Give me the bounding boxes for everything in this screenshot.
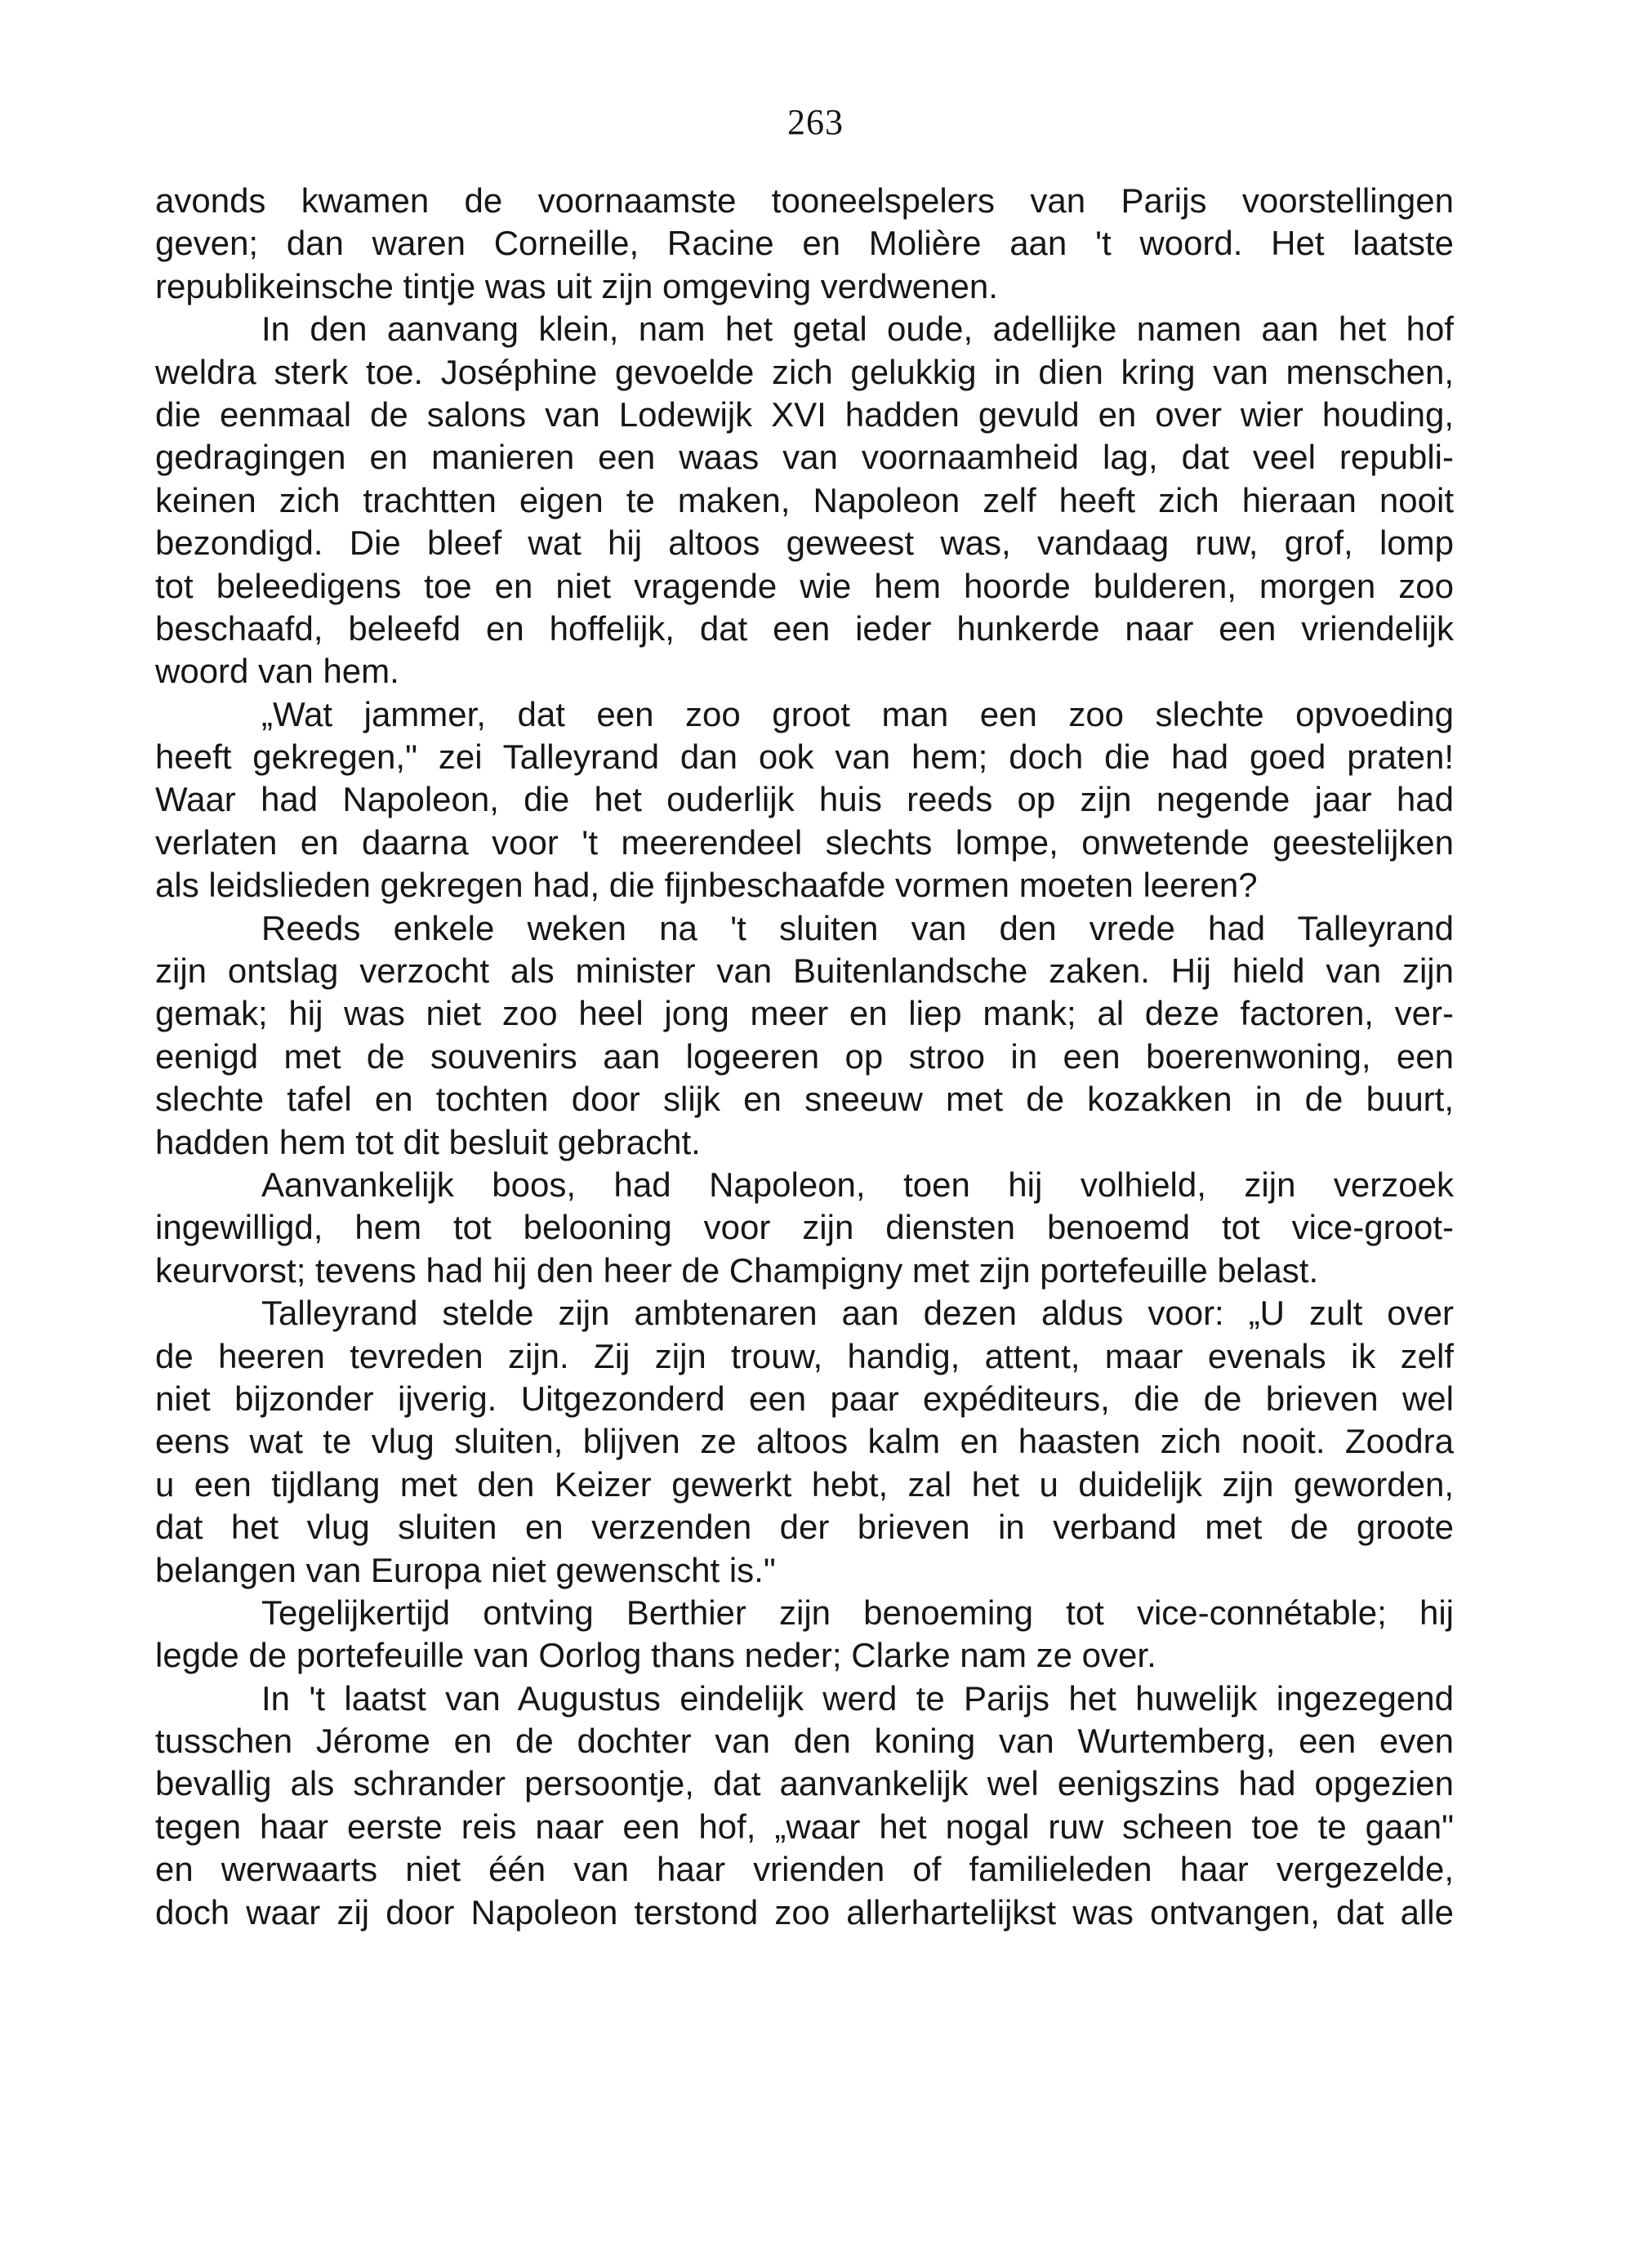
text-line: In 't laatst van Augustus eindelijk werd te Parijs het huwelijk ingezegend [261, 1678, 1454, 1718]
text-line: u een tijdlang met den Keizer gewerkt hebt, zal het u duidelijk zijn geworden, [155, 1464, 1454, 1504]
text-line: tot beleedigens toe en niet vragende wie hem hoorde bulderen, morgen zoo [155, 566, 1454, 605]
text-line: bezondigd. Die bleef wat hij altoos geweest was, vandaag ruw, grof, lomp [155, 524, 1454, 563]
text-line: dat het vlug sluiten en verzenden der brieven in verband met de groote [155, 1508, 1454, 1547]
text-line: Tegelijkertijd ontving Berthier zijn benoeming tot vice-connétable; hij [261, 1593, 1454, 1632]
text-line: weldra sterk toe. Joséphine gevoelde zich gelukkig in dien kring van menschen, [155, 352, 1454, 391]
text-line: woord van hem. [155, 652, 399, 691]
text-line: bevallig als schrander persoontje, dat aanvankelijk wel eenigszins had opgezien [155, 1764, 1454, 1803]
text-line: belangen van Europa niet gewenscht is." [155, 1550, 776, 1589]
text-line: In den aanvang klein, nam het getal oude, adellijke namen aan het hof [261, 310, 1454, 349]
text-line: keurvorst; tevens had hij den heer de Champigny met zijn portefeuille belast. [155, 1250, 1319, 1290]
text-line: Waar had Napoleon, die het ouderlijk huis reeds op zijn negende jaar had [155, 780, 1454, 819]
text-line: geven; dan waren Corneille, Racine en Molière aan 't woord. Het laatste [155, 224, 1454, 263]
text-line: keinen zich trachtten eigen te maken, Napoleon zelf heeft zich hieraan nooit [155, 480, 1454, 519]
text-line: Reeds enkele weken na 't sluiten van den vrede had Talleyrand [261, 908, 1454, 947]
text-line: slechte tafel en tochten door slijk en sneeuw met de kozakken in de buurt, [155, 1080, 1454, 1119]
text-line: „Wat jammer, dat een zoo groot man een zoo slechte opvoeding [261, 694, 1454, 733]
page-number: 263 [787, 102, 844, 142]
text-line: en werwaarts niet één van haar vrienden of familieleden haar vergezelde, [155, 1850, 1454, 1889]
text-line: eenigd met de souvenirs aan logeeren op stroo in een boerenwoning, een [155, 1036, 1454, 1076]
text-line: heeft gekregen," zei Talleyrand dan ook van hem; doch die had goed praten! [155, 737, 1454, 777]
text-line: gedragingen en manieren een waas van voornaamheid lag, dat veel republi- [155, 438, 1454, 477]
text-line: die eenmaal de salons van Lodewijk XVI hadden gevuld en over wier houding, [155, 394, 1454, 434]
text-line: republikeinsche tintje was uit zijn omgeving verdwenen. [155, 266, 998, 305]
text-line: verlaten en daarna voor 't meerendeel slechts lompe, onwetende geestelijken [155, 822, 1454, 862]
text-line: zijn ontslag verzocht als minister van Buitenlandsche zaken. Hij hield van zijn [155, 951, 1454, 991]
text-line: gemak; hij was niet zoo heel jong meer en liep mank; al deze factoren, ver- [155, 994, 1454, 1033]
text-line: ingewilligd, hem tot belooning voor zijn diensten benoemd tot vice-groot- [155, 1208, 1454, 1247]
text-line: Talleyrand stelde zijn ambtenaren aan dezen aldus voor: „U zult over [261, 1294, 1454, 1333]
text-line: hadden hem tot dit besluit gebracht. [155, 1122, 701, 1161]
text-line: de heeren tevreden zijn. Zij zijn trouw, handig, attent, maar evenals ik zelf [155, 1336, 1454, 1375]
text-line: tusschen Jérome en de dochter van den koning van Wurtemberg, een even [155, 1722, 1454, 1761]
text-line: avonds kwamen de voornaamste tooneelspelers van Parijs voorstellingen [155, 181, 1454, 220]
text-line: tegen haar eerste reis naar een hof, „waar het nogal ruw scheen toe te gaan" [155, 1807, 1454, 1846]
text-line: eens wat te vlug sluiten, blijven ze altoos kalm en haasten zich nooit. Zoodra [155, 1422, 1454, 1461]
text-line: doch waar zij door Napoleon terstond zoo allerhartelijkst was ontvangen, dat alle [155, 1892, 1454, 1932]
text-line: Aanvankelijk boos, had Napoleon, toen hij volhield, zijn verzoek [261, 1165, 1454, 1204]
text-line: beschaafd, beleefd en hoffelijk, dat een ieder hunkerde naar een vriendelijk [155, 608, 1454, 648]
text-line: niet bijzonder ijverig. Uitgezonderd een paar expéditeurs, die de brieven wel [155, 1379, 1454, 1418]
text-line: als leidslieden gekregen had, die fijnbeschaafde vormen moeten leeren? [155, 866, 1258, 905]
body-text [155, 180, 1454, 1934]
text-line: legde de portefeuille van Oorlog thans neder; Clarke nam ze over. [155, 1636, 1156, 1675]
